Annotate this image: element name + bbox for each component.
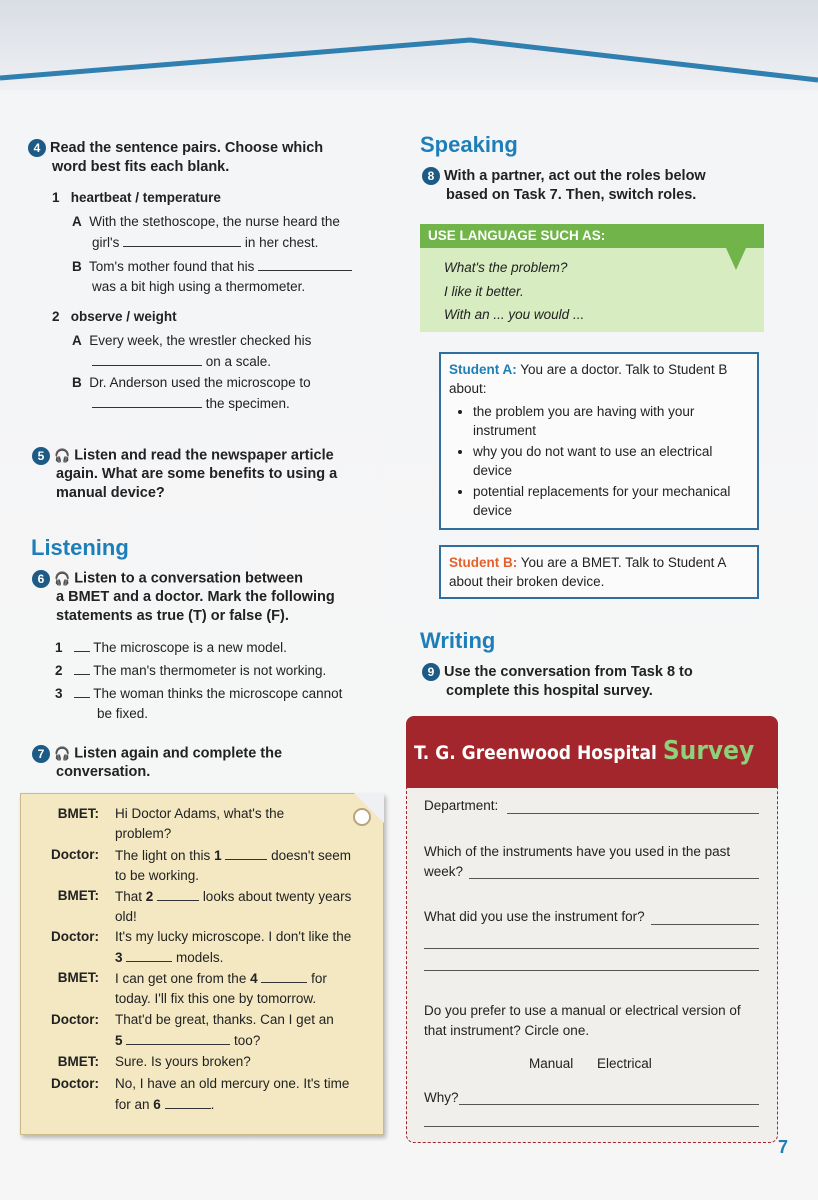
task-6-instructions: 6 🎧 Listen to a conversation between a BMET and a doctor. Mark the following statements as true (T) or false (F).: [32, 569, 377, 626]
student-b-role-card: Student B: You are a BMET. Talk to Student A about their broken device.: [439, 545, 759, 599]
conversation-card: BMET: Hi Doctor Adams, what's the problem? Doctor: The light on this 1 doesn't seem to be working. BMET: That 2 looks about twenty years old! Doctor: It's my lucky microscope. I don't like the 3 models. BMET: I can get one from the 4 for today. I'll fix this one by tomorrow. Doctor: That'd be great, thanks. Can I get an 5 too? BMET: Sure. Is yours broken? Doctor: No, I have an old mercury one. It's time for an 6 .: [20, 793, 384, 1135]
question-2b: B Dr. Anderson used the microscope to the specimen.: [72, 375, 311, 411]
task-7-instructions: 7 🎧 Listen again and complete the conversation.: [32, 744, 377, 782]
question-2-label: 2 observe / weight: [52, 309, 177, 324]
section-heading-listening: Listening: [31, 535, 129, 560]
headphones-icon: 🎧: [54, 571, 71, 586]
language-phrase: What's the problem?: [444, 260, 568, 275]
survey-header: [406, 716, 778, 788]
why-answer-field[interactable]: [424, 1126, 759, 1127]
survey-body: [406, 788, 778, 1143]
task-9-instructions: 9 Use the conversation from Task 8 to complete this hospital survey.: [422, 663, 772, 701]
section-heading-speaking: Speaking: [420, 132, 518, 157]
fill-in-blank[interactable]: [92, 393, 202, 408]
instrument-use-answer-field[interactable]: [424, 948, 759, 949]
fill-in-blank[interactable]: [225, 845, 267, 860]
fill-in-blank[interactable]: [123, 232, 241, 247]
headphones-icon: 🎧: [54, 448, 71, 463]
department-label: Department:: [424, 798, 499, 813]
page-number: 7: [777, 1137, 788, 1157]
fill-in-blank[interactable]: [126, 947, 172, 962]
tf-item: 2 The man's thermometer is not working.: [55, 660, 375, 681]
hospital-survey-form: [406, 716, 778, 1144]
language-phrase: With an ... you would ...: [444, 307, 585, 322]
useful-language-box: [420, 224, 764, 332]
why-answer-field[interactable]: [459, 1104, 759, 1105]
question-instruments: Which of the instruments have you used in the past week?: [424, 844, 731, 879]
fill-in-blank[interactable]: [261, 968, 307, 983]
fill-in-blank[interactable]: [126, 1030, 230, 1045]
language-phrase: I like it better.: [444, 283, 524, 299]
survey-title: T. G. Greenwood Hospital: [414, 742, 657, 764]
headphones-icon: 🎧: [54, 746, 71, 761]
role-bullet: • why you do not want to use an electrical device: [473, 442, 749, 480]
option-electrical[interactable]: Electrical: [597, 1056, 652, 1071]
role-bullet: • potential replacements for your mechanical device: [473, 482, 749, 520]
top-banner-decoration: [0, 0, 818, 90]
task-5-instructions: 5 🎧 Listen and read the newspaper article again. What are some benefits to using a manual device?: [32, 446, 377, 503]
survey-title-accent: Survey: [662, 736, 755, 766]
question-1a: A With the stethoscope, the nurse heard the girl's in her chest.: [72, 214, 340, 250]
fill-in-blank[interactable]: [165, 1094, 211, 1109]
question-1b: B Tom's mother found that his was a bit high using a thermometer.: [72, 256, 372, 297]
true-false-blank[interactable]: [74, 637, 90, 652]
role-bullet: • the problem you are having with your instrument: [473, 402, 749, 440]
department-field[interactable]: [507, 813, 759, 814]
student-a-role-card: Student A: You are a doctor. Talk to Student B about: • the problem you are having with your instrument • why you do not want to use an electrical device • potential replacements for your mechanical device: [439, 352, 759, 530]
question-preference: Do you prefer to use a manual or electrical version of that instrument? Circle one.: [424, 1003, 741, 1038]
instruments-answer-field[interactable]: [469, 878, 759, 879]
task-4-instructions: 4 Read the sentence pairs. Choose which word best fits each blank.: [28, 139, 368, 177]
option-manual[interactable]: Manual: [529, 1056, 574, 1071]
callout-arrow-icon: [726, 248, 746, 270]
true-false-blank[interactable]: [74, 683, 90, 698]
question-1-label: 1 heartbeat / temperature: [52, 190, 221, 205]
tf-item: 3 The woman thinks the microscope cannot be fixed.: [55, 683, 375, 724]
task-8-instructions: 8 With a partner, act out the roles below based on Task 7. Then, switch roles.: [422, 167, 772, 205]
useful-language-header: USE LANGUAGE SUCH AS:: [420, 224, 764, 248]
fill-in-blank[interactable]: [258, 256, 352, 271]
why-label: Why?: [424, 1090, 459, 1105]
instrument-use-answer-field[interactable]: [424, 970, 759, 971]
instrument-use-answer-field[interactable]: [651, 924, 759, 925]
true-false-blank[interactable]: [74, 660, 90, 675]
fill-in-blank[interactable]: [157, 886, 199, 901]
section-heading-writing: Writing: [420, 628, 496, 653]
fill-in-blank[interactable]: [92, 351, 202, 366]
question-instrument-use: What did you use the instrument for?: [424, 909, 645, 924]
task-number-badge: 4: [28, 139, 46, 157]
question-2a: A Every week, the wrestler checked his on a scale.: [72, 333, 312, 369]
tf-item: 1 The microscope is a new model.: [55, 637, 375, 658]
